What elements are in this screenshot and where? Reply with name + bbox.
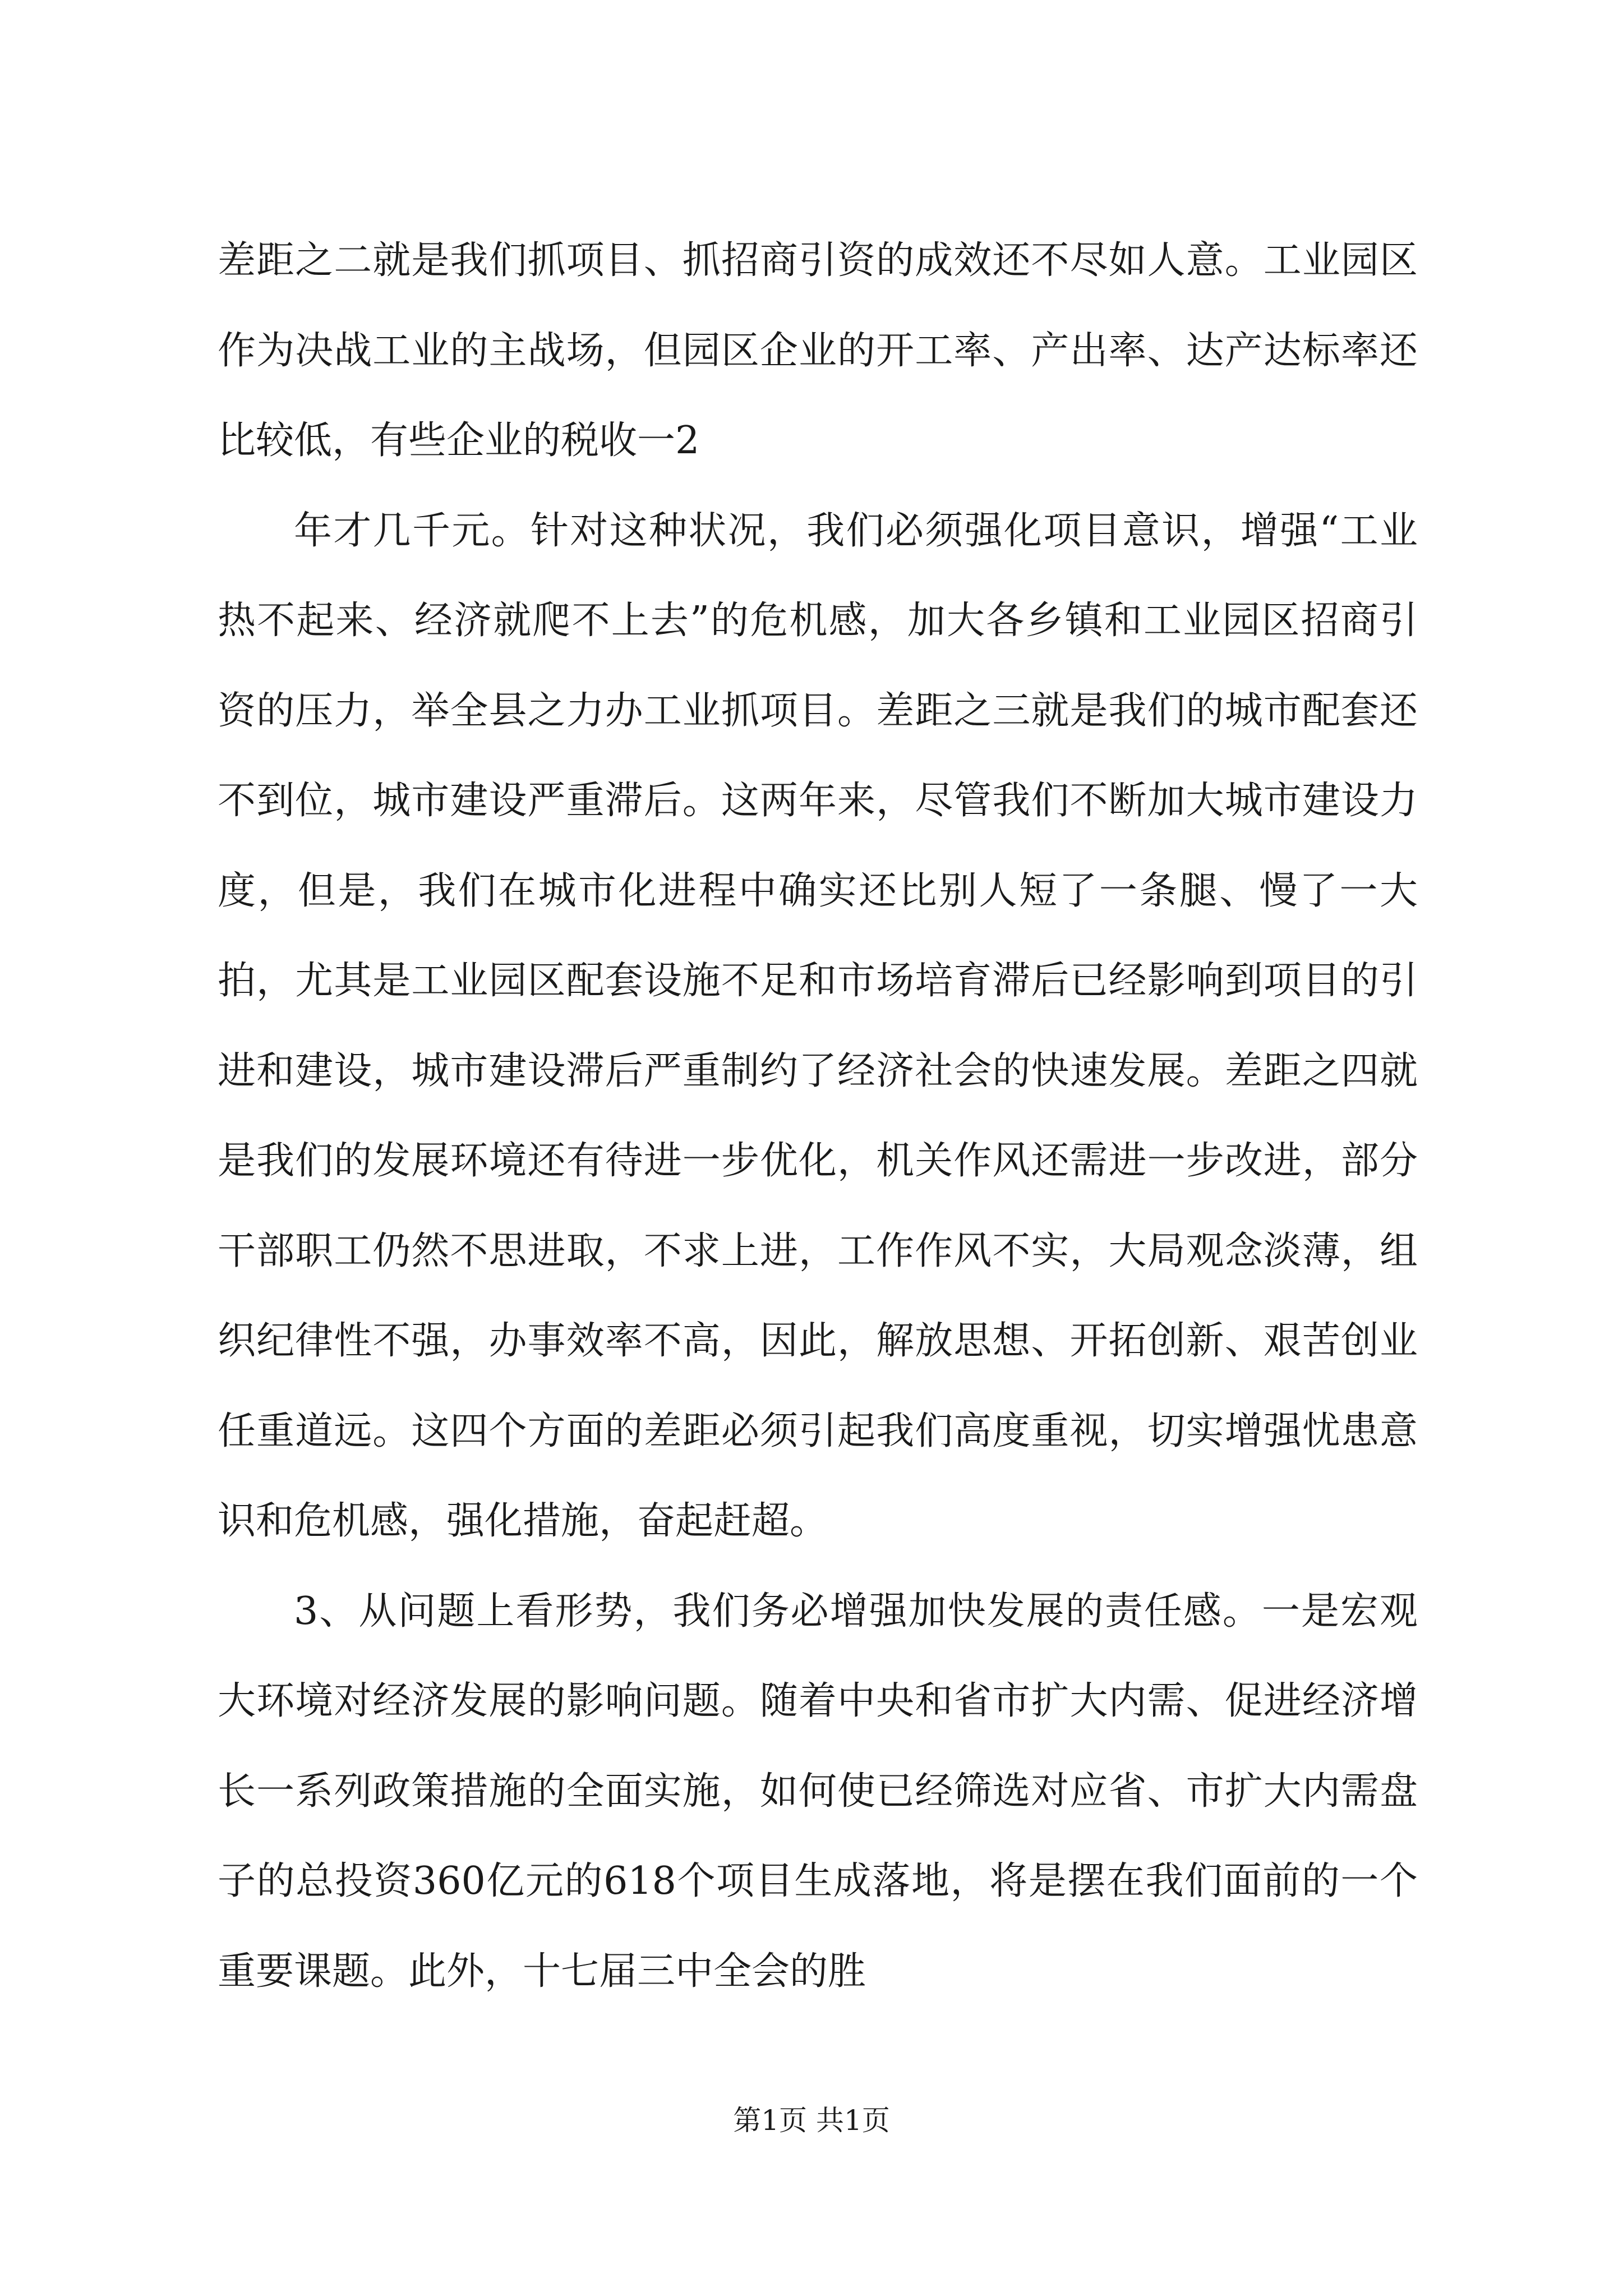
document-body bbox=[218, 216, 1418, 2017]
page-footer: 第1页 共1页 bbox=[733, 2104, 890, 2137]
paragraph-1: 差距之二就是我们抓项目、抓招商引资的成效还不尽如人意。工业园区作为决战工业的主战场，但园区企业的开工率、产出率、达产达标率还比较低，有些企业的税收一2 bbox=[218, 238, 1418, 463]
paragraph-3: 3、从问题上看形势，我们务必增强加快发展的责任感。一是宏观大环境对经济发展的影响问题。随着中央和省市扩大内需、促进经济增长一系列政策措施的全面实施，如何使已经筛选对应省、市扩大内需盘子的总投资360亿元的618个项目生成落地，将是摆在我们面前的一个重要课题。此外，十七届三中全会的胜 bbox=[218, 1589, 1418, 1994]
paragraph-2: 年才几千元。针对这种状况，我们必须强化项目意识，增强“工业热不起来、经济就爬不上去”的危机感，加大各乡镇和工业园区招商引资的压力，举全县之力办工业抓项目。差距之三就是我们的城市配套还不到位，城市建设严重滞后。这两年来，尽管我们不断加大城市建设力度，但是，我们在城市化进程中确实还比别人短了一条腿、慢了一大拍，尤其是工业园区配套设施不足和市场培育滞后已经影响到项目的引进和建设，城市建设滞后严重制约了经济社会的快速发展。差距之四就是我们的发展环境还有待进一步优化，机关作风还需进一步改进，部分干部职工仍然不思进取，不求上进，工作作风不实，大局观念淡薄，组织纪律性不强，办事效率不高，因此，解放思想、开拓创新、艰苦创业任重道远。这四个方面的差距必须引起我们高度重视，切实增强忧患意识和危机感，强化措施，奋起赶超。 bbox=[218, 508, 1418, 1543]
